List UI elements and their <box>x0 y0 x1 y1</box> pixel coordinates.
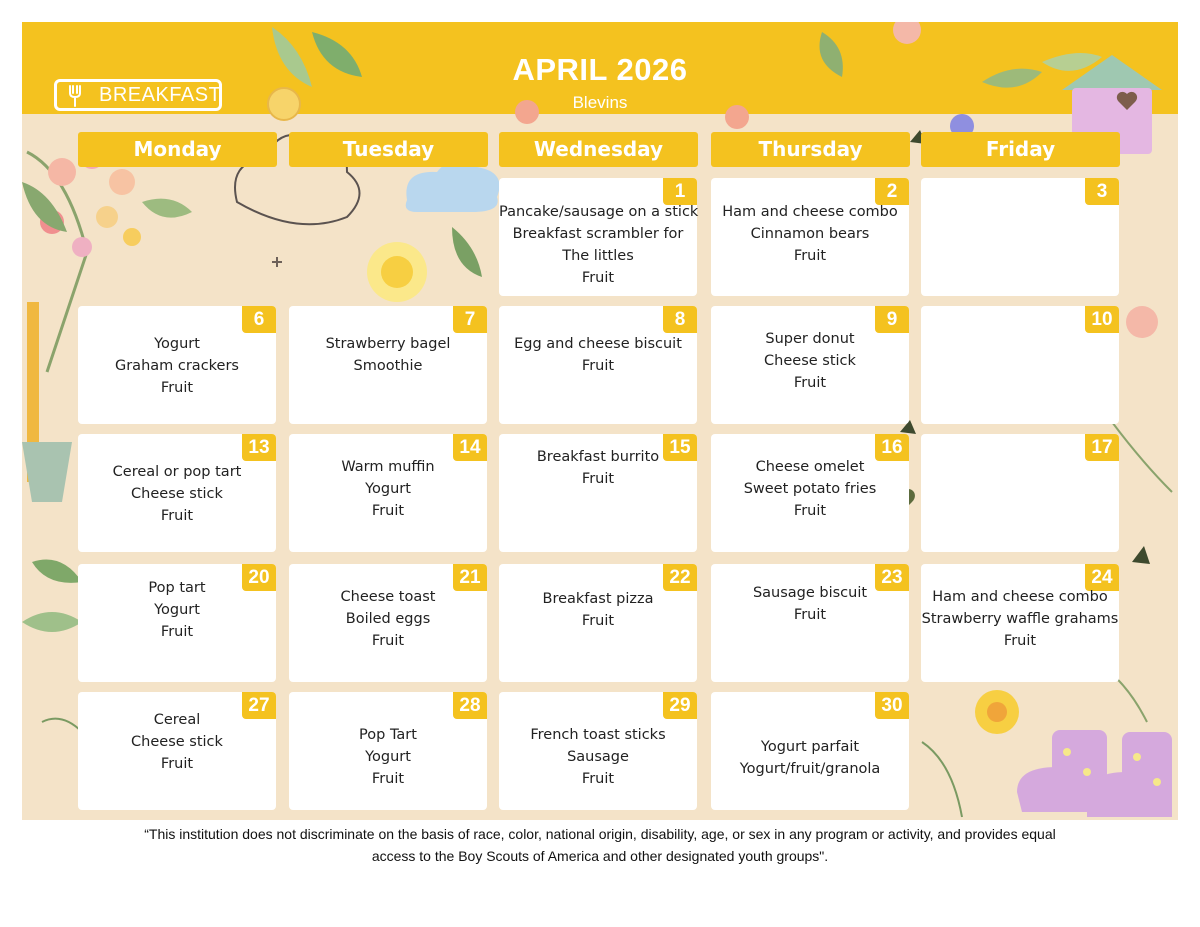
day-header-friday: Friday <box>921 132 1120 167</box>
day-number: 23 <box>875 564 909 591</box>
menu-items <box>711 582 909 626</box>
menu-item: Fruit <box>1003 633 1037 649</box>
day-cell <box>289 434 487 552</box>
menu-items <box>499 446 697 490</box>
menu-item: Fruit <box>160 380 194 396</box>
menu-items <box>499 724 697 790</box>
menu-item: Cheese toast <box>340 589 436 605</box>
day-cell <box>921 434 1119 552</box>
day-cell <box>499 306 697 424</box>
menu-item: Fruit <box>793 375 827 391</box>
menu-items <box>499 201 697 289</box>
day-number: 7 <box>453 306 487 333</box>
day-number: 3 <box>1085 178 1119 205</box>
menu-item: French toast sticks <box>530 727 666 743</box>
menu-item: Breakfast pizza <box>542 591 654 607</box>
menu-item: Egg and cheese biscuit <box>514 336 682 352</box>
day-cell <box>499 434 697 552</box>
menu-items <box>711 201 909 267</box>
menu-item: Fruit <box>793 503 827 519</box>
day-number: 10 <box>1085 306 1119 333</box>
day-number: 24 <box>1085 564 1119 591</box>
day-number: 17 <box>1085 434 1119 461</box>
menu-item: Fruit <box>371 503 405 519</box>
day-number: 28 <box>453 692 487 719</box>
day-cell <box>711 178 909 296</box>
day-number: 29 <box>663 692 697 719</box>
footer-line: “This institution does not discriminate on the basis of race, color, national origin, disability, age, or sex in any program or activity, and provides equal <box>144 826 1056 842</box>
day-number: 27 <box>242 692 276 719</box>
menu-item: Fruit <box>160 624 194 640</box>
day-number: 16 <box>875 434 909 461</box>
menu-items <box>78 577 276 643</box>
fork-icon <box>67 85 83 107</box>
menu-item: Yogurt <box>365 749 411 765</box>
day-cell <box>711 306 909 424</box>
menu-item: The littles <box>562 248 634 264</box>
menu-item: Fruit <box>581 771 615 787</box>
menu-item: Fruit <box>793 248 827 264</box>
day-number: 30 <box>875 692 909 719</box>
menu-item: Cereal <box>153 712 201 728</box>
menu-items <box>499 333 697 377</box>
day-number: 13 <box>242 434 276 461</box>
menu-item: Fruit <box>581 613 615 629</box>
menu-item: Cereal or pop tart <box>112 464 242 480</box>
menu-item: Yogurt <box>154 602 200 618</box>
menu-item: Sausage <box>567 749 629 765</box>
menu-item: Pop Tart <box>359 727 417 743</box>
menu-item: Yogurt <box>365 481 411 497</box>
day-number: 15 <box>663 434 697 461</box>
menu-item: Warm muffin <box>341 459 435 475</box>
day-cell <box>499 564 697 682</box>
menu-items <box>289 586 487 652</box>
menu-items <box>78 333 276 399</box>
menu-item: Fruit <box>160 756 194 772</box>
day-number: 14 <box>453 434 487 461</box>
menu-items <box>499 588 697 632</box>
menu-item: Fruit <box>160 508 194 524</box>
day-cell <box>921 564 1119 682</box>
day-cell <box>78 306 276 424</box>
school-name: Blevins <box>572 93 628 112</box>
menu-items <box>78 709 276 775</box>
menu-item: Fruit <box>581 270 615 286</box>
menu-item: Graham crackers <box>114 358 239 374</box>
menu-item: Cheese omelet <box>755 459 865 475</box>
day-cell <box>289 564 487 682</box>
menu-items <box>711 736 909 780</box>
day-header-monday: Monday <box>78 132 277 167</box>
menu-item: Breakfast scrambler for <box>512 226 684 242</box>
menu-item: Pop tart <box>148 580 206 596</box>
menu-item: Strawberry waffle grahams <box>921 611 1119 627</box>
day-cell <box>78 564 276 682</box>
menu-item: Cinnamon bears <box>750 226 870 242</box>
menu-items <box>289 724 487 790</box>
menu-item: Breakfast burrito <box>536 449 660 465</box>
day-cell <box>921 178 1119 296</box>
menu-item: Fruit <box>581 358 615 374</box>
day-number: 9 <box>875 306 909 333</box>
day-number: 22 <box>663 564 697 591</box>
badge-label: BREAKFAST <box>99 84 222 106</box>
menu-item: Pancake/sausage on a stick <box>499 204 699 220</box>
menu-items <box>711 456 909 522</box>
menu-items <box>921 586 1119 652</box>
menu-item: Sweet potato fries <box>743 481 877 497</box>
nondiscrimination-statement <box>60 823 1140 867</box>
menu-item: Fruit <box>371 771 405 787</box>
day-cell <box>289 306 487 424</box>
menu-item: Sausage biscuit <box>752 585 868 601</box>
menu-item: Strawberry bagel <box>325 336 451 352</box>
meal-type-badge <box>54 79 222 111</box>
day-cell <box>921 306 1119 424</box>
day-number: 21 <box>453 564 487 591</box>
menu-item: Yogurt parfait <box>760 739 860 755</box>
menu-items <box>289 456 487 522</box>
calendar-frame <box>22 22 1178 820</box>
menu-item: Yogurt/fruit/granola <box>739 761 881 777</box>
day-number: 2 <box>875 178 909 205</box>
day-header-thursday: Thursday <box>711 132 910 167</box>
menu-item: Boiled eggs <box>345 611 431 627</box>
menu-items <box>78 461 276 527</box>
day-header-tuesday: Tuesday <box>289 132 488 167</box>
day-header-wednesday: Wednesday <box>499 132 698 167</box>
day-cell <box>711 564 909 682</box>
menu-item: Yogurt <box>154 336 200 352</box>
menu-item: Fruit <box>371 633 405 649</box>
day-cell <box>711 434 909 552</box>
menu-item: Cheese stick <box>764 353 856 369</box>
day-cell <box>78 434 276 552</box>
menu-item: Cheese stick <box>131 734 223 750</box>
day-cell <box>711 692 909 810</box>
menu-item: Cheese stick <box>131 486 223 502</box>
day-number: 8 <box>663 306 697 333</box>
menu-items <box>711 328 909 394</box>
menu-item: Ham and cheese combo <box>722 204 898 220</box>
day-cell <box>499 178 697 296</box>
day-cell <box>289 692 487 810</box>
page-title: APRIL 2026 <box>512 52 688 87</box>
menu-item: Fruit <box>793 607 827 623</box>
menu-items <box>289 333 487 377</box>
day-number: 20 <box>242 564 276 591</box>
day-number: 6 <box>242 306 276 333</box>
day-cell <box>499 692 697 810</box>
menu-item: Super donut <box>765 331 855 347</box>
menu-item: Fruit <box>581 471 615 487</box>
footer-line: access to the Boy Scouts of America and other designated youth groups". <box>371 848 829 864</box>
menu-item: Ham and cheese combo <box>932 589 1108 605</box>
day-number: 1 <box>663 178 697 205</box>
day-cell <box>78 692 276 810</box>
menu-item: Smoothie <box>353 358 423 374</box>
